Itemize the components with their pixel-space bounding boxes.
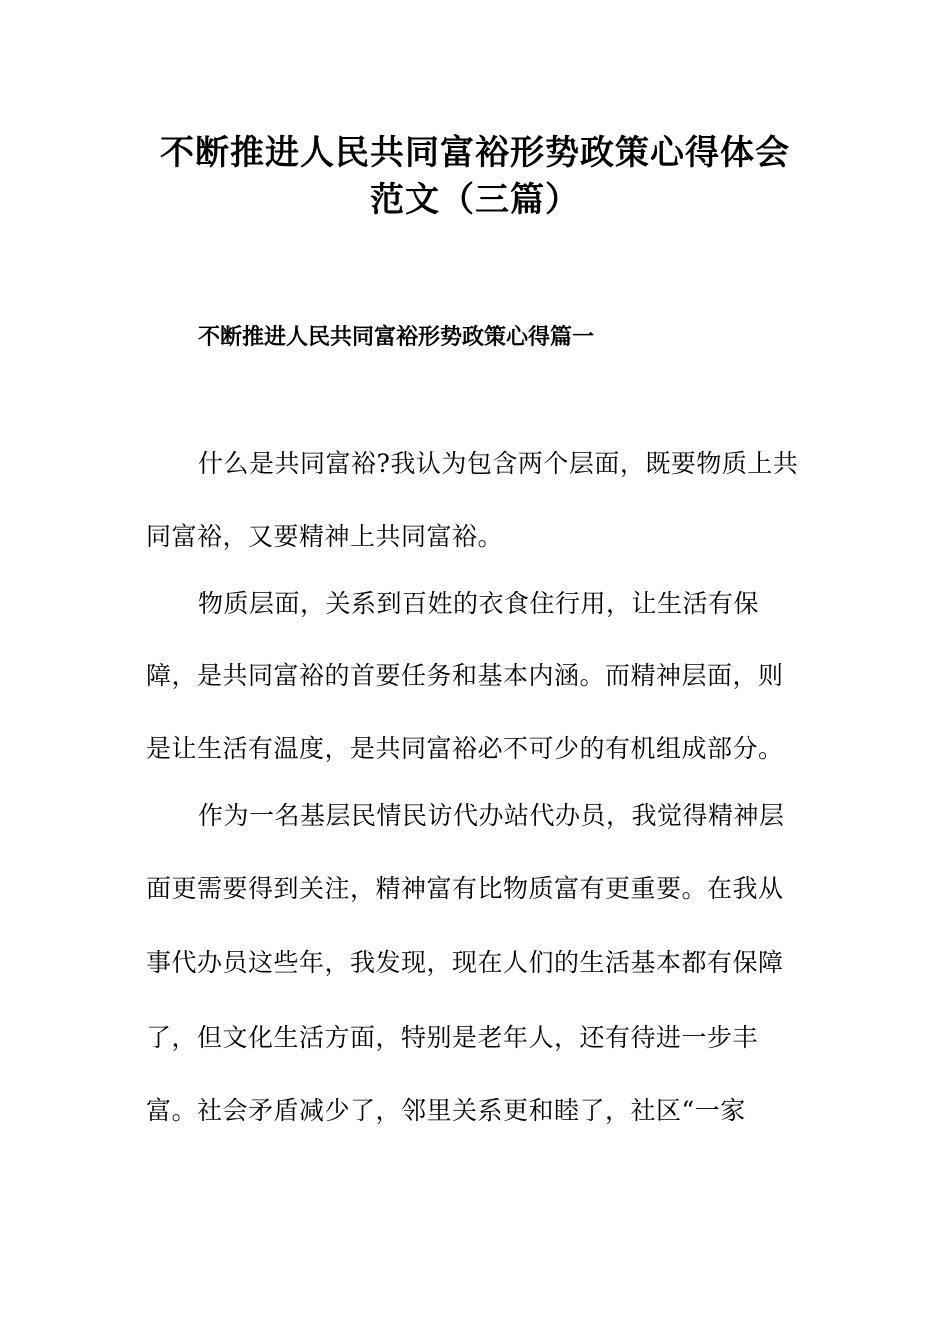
document-title-line-2: 范文（三篇） (370, 180, 580, 220)
body-line: 是让生活有温度，是共同富裕必不可少的有机组成部分。 (146, 734, 784, 763)
body-line: 富。社会矛盾减少了，邻里关系更和睦了，社区“一家 (146, 1096, 746, 1125)
section-heading: 不断推进人民共同富裕形势政策心得篇一 (198, 324, 595, 350)
body-line: 同富裕，又要精神上共同富裕。 (146, 522, 504, 551)
body-line: 了，但文化生活方面，特别是老年人，还有待进一步丰 (146, 1023, 759, 1052)
body-line: 物质层面，关系到百姓的衣食住行用，让生活有保 (198, 589, 760, 618)
document-title-line-1: 不断推进人民共同富裕形势政策心得体会 (160, 133, 790, 173)
body-line: 事代办员这些年，我发现，现在人们的生活基本都有保障 (146, 948, 784, 977)
body-line: 什么是共同富裕?我认为包含两个层面，既要物质上共 (198, 449, 799, 478)
body-line: 面更需要得到关注，精神富有比物质富有更重要。在我从 (146, 874, 784, 903)
body-line: 障，是共同富裕的首要任务和基本内涵。而精神层面，则 (146, 661, 784, 690)
body-line: 作为一名基层民情民访代办站代办员，我觉得精神层 (198, 801, 785, 830)
